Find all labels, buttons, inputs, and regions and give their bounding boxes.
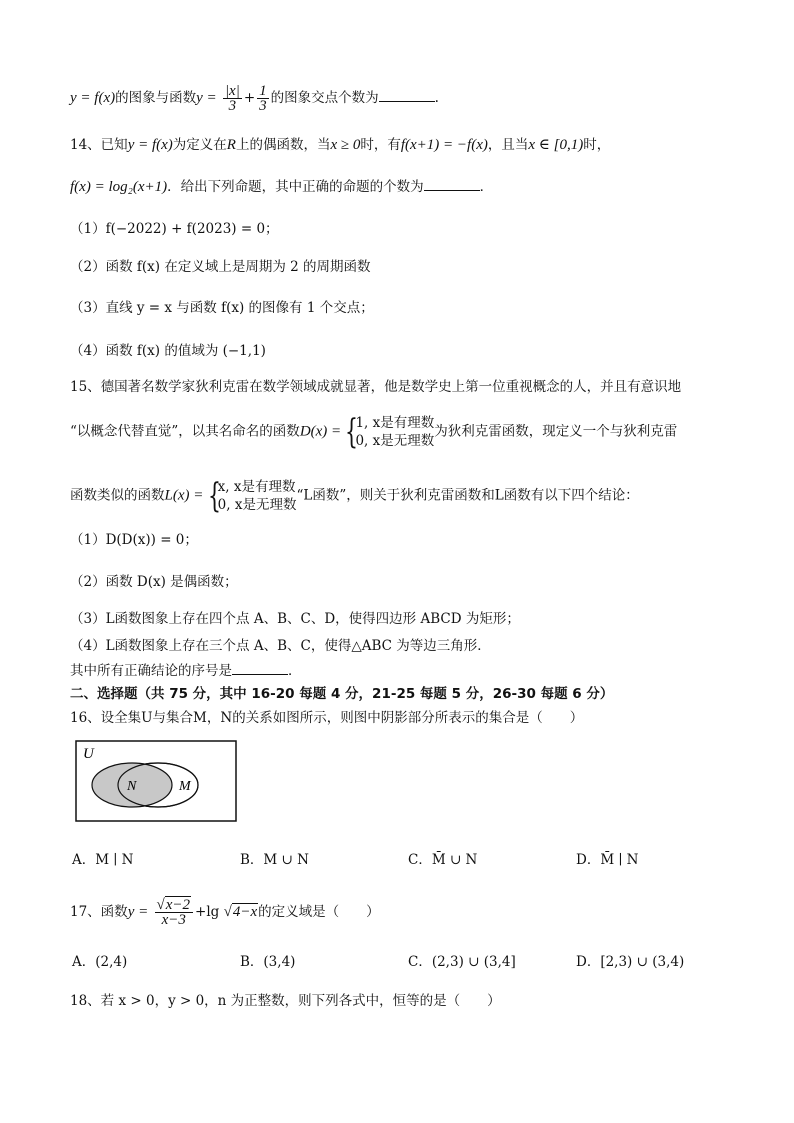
q13-end: . (434, 90, 439, 106)
q17-text: 17、函数y = $\frac{√x-2}{x-3}$ +lg √4−x的定义域是（ ） (70, 897, 380, 928)
q14-answer-blank[interactable] (424, 176, 480, 191)
q13-plus: + (243, 90, 256, 106)
q15-line3: 函数类似的函数L(x) = { x, x是有理数 0, x是无理数 “L函数”，则关于狄利克雷函数和L函数有以下四个结论： (70, 476, 639, 516)
q17-option-c[interactable]: C．(2,3) ∪ (3,4] (408, 954, 516, 970)
q17-option-b[interactable]: B．(3,4) (240, 954, 296, 970)
q13-math-y: y = f(x) (70, 90, 116, 106)
q16-option-a[interactable]: A．M ∣ N (72, 852, 134, 868)
q16-option-d[interactable]: D．M̄ ∣ N (576, 852, 639, 868)
q13-answer-blank[interactable] (379, 87, 435, 102)
q18-text: 18、若 x > 0，y > 0，n 为正整数，则下列各式中，恒等的是（ ） (70, 993, 501, 1009)
q13-tail (70, 84, 439, 113)
section-2-heading: 二、选择题（共 75 分，其中 16-20 每题 4 分，21-25 每题 5 分，26-30 每题 6 分） (70, 686, 614, 702)
q17-option-d[interactable]: D．[2,3) ∪ (3,4) (576, 954, 685, 970)
q14-item-4: （4）函数 f(x) 的值域为 (−1,1) (70, 343, 266, 359)
q13-frac2: $\frac{1}{3}$ (259, 83, 267, 114)
q15-piecewise-l: { x, x是有理数 0, x是无理数 (207, 476, 297, 516)
q16-option-b[interactable]: B．M ∪ N (240, 852, 309, 868)
q13-frac1: $\frac{|x|}{3}$ (224, 83, 240, 114)
q15-piecewise-d: { 1, x是有理数 0, x是无理数 (345, 412, 435, 452)
q15-line2: “以概念代替直觉”，以其名命名的函数D(x) = { 1, x是有理数 0, x是无理数 为狄利克雷函数，现定义一个与狄利克雷 (70, 412, 678, 452)
q15-item-2: （2）函数 D(x) 是偶函数； (70, 574, 238, 590)
q15-item-3: （3）L函数图象上存在四个点 A、B、C、D，使得四边形 ABCD 为矩形； (70, 611, 520, 627)
q14-item-3: （3）直线 y = x 与函数 f(x) 的图像有 1 个交点； (70, 300, 374, 316)
q13-math-y2: y = (196, 90, 217, 106)
q15-line1: 15、德国著名数学家狄利克雷在数学领域成就显著，他是数学史上第一位重视概念的人，并且有意识地 (70, 379, 682, 395)
q15-answer-blank[interactable] (232, 660, 288, 675)
q16-option-c[interactable]: C．M̄ ∪ N (408, 852, 478, 868)
q14-item-1: （1）f(−2022) + f(2023) = 0； (70, 221, 279, 237)
q17-frac: $\frac{√x-2}{x-3}$ (155, 898, 194, 927)
q16-text: 16、设全集U与集合M，N的关系如图所示，则图中阴影部分所表示的集合是（ ） (70, 710, 584, 726)
q14-line1: 14、已知y = f(x)为定义在R上的偶函数，当x ≥ 0时，有f(x+1) = −f(x)，且当x ∈ [0,1)时， (70, 137, 611, 153)
q15-item-4: （4）L函数图象上存在三个点 A、B、C，使得△ABC 为等边三角形． (70, 638, 491, 654)
q14-item-2: （2）函数 f(x) 在定义域上是周期为 2 的周期函数 (70, 259, 371, 275)
q14-line2: f(x) = log₂(x+1)．给出下列命题，其中正确的命题的个数为 ． (70, 176, 493, 197)
q13-text: 的图象与函数 (115, 90, 197, 106)
venn-label-m: M (179, 779, 191, 794)
q13-text2: 的图象交点个数为 (270, 90, 379, 106)
q15-item-1: （1）D(D(x)) = 0； (70, 532, 198, 548)
venn-diagram (75, 740, 237, 822)
venn-label-n: N (127, 779, 137, 794)
q15-last: 其中所有正确结论的序号是 ． (70, 660, 302, 681)
venn-label-u: U (83, 746, 94, 762)
q17-option-a[interactable]: A．(2,4) (72, 954, 128, 970)
